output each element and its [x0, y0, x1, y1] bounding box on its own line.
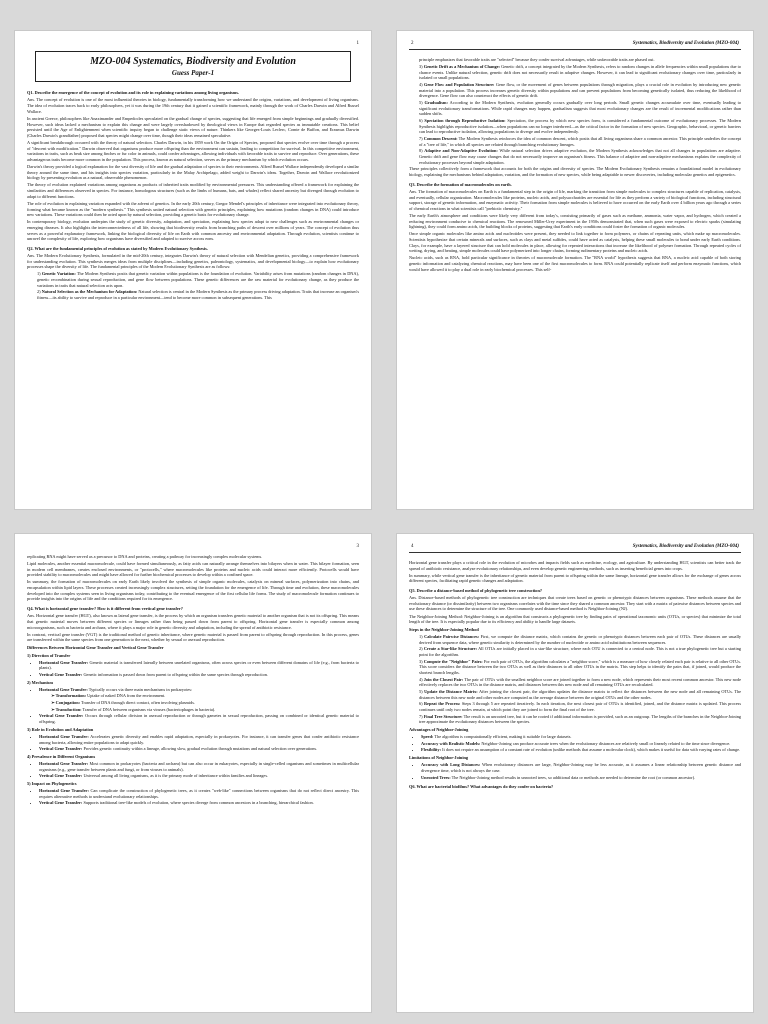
list-item — [421, 762, 741, 773]
bullet-heading: Accuracy with Long Distances: — [421, 762, 481, 768]
bullet-heading: ➢ Transduction: — [51, 706, 82, 712]
bullet-heading: Vertical Gene Transfer: — [39, 672, 83, 678]
paragraph: A significant breakthrough occurred with the theory of natural selection. Charles Darwin, in his 1859 work On the Origin of Species, proposed that species evolve over time through a process of "descent with modification." Darwin observed that organisms produce more offspring than the environment can sustain, leading to competition for survival. In this competitive environment, variations in traits, such as beak size among finches or fur color in animals, could confer advantages, allowing individuals with favorable traits to survive and reproduce. Over generations, these advantageous traits become more common in the population. This process, known as natural selection, serves as the primary mechanism by which evolution occurs. — [27, 139, 359, 162]
header-rule — [409, 552, 741, 553]
question: Q5. Describe a distance-based method of phylogenetic tree construction? — [409, 588, 542, 594]
paragraph: In ancient Greece, philosophers like Anaximander and Empedocles speculated on the gradual change of species, suggesting that life emerged from simple beginnings and gradually diversified. However, such ideas lacked a mechanism to explain this change and were largely overshadowed by theological views in Europe that regarded species as immutable creations. This belief persisted until the Age of Enlightenment when scientific inquiry began to challenge static views of nature. Thinkers like Georges-Louis Leclerc, Comte de Buffon, and Erasmus Darwin (Charles Darwin's grandfather) proposed that species might change over time, though their ideas remained speculative. — [27, 115, 359, 138]
page-number: 3 — [356, 544, 359, 549]
list-item — [39, 687, 359, 693]
bullet-text: When evolutionary distances are large, Neighbor-Joining may be less accurate, as it assumes a linear relationship between genetic distance and divergence time, which is not always the case. — [421, 762, 741, 773]
list-item — [419, 82, 741, 99]
comparison-section — [27, 754, 359, 779]
section-heading: Steps in the Neighbor-Joining Method — [409, 626, 479, 632]
paragraph: In contemporary biology, evolution underpins the study of genetic diversity, adaptation, and speciation, explaining how species adapt to new challenges such as environmental changes or emerging diseases. It also highlights the interconnectedness of all life, showing that biodiversity results from branching paths of descent over millions of years. The concept of evolution thus serves as a powerful explanatory framework, linking the biological diversity of life on Earth with common ancestry and environmental adaptation. Through evolution, scientists continue to unravel the complexity of life, exploring how organisms have diversified and adapted to survive across eons. — [27, 219, 359, 242]
item-heading: Calculate Pairwise Distances: — [424, 633, 480, 639]
item-text: Speciation, the process by which new species form, is considered a fundamental outcome of evolutionary processes. The Modern Synthesis highlights reproductive isolation—when populations can no longer interbreed—as the critical factor in the formation of new species. Geographic, behavioral, or genetic barriers can lead to reproductive isolation, allowing populations to diverge and evolve independently. — [419, 118, 742, 135]
sub-list-item — [39, 693, 359, 699]
paragraph: Nucleic acids, such as RNA, hold particular significance in theories of macromolecule formation. The "RNA world" hypothesis suggests that RNA, a nucleic acid capable of both storing genetic information and catalyzing chemical reactions, may have been one of the first macromolecules to form. RNA could potentially replicate itself and perform enzymatic functions, which would have allowed it to play a dual role in early biochemical processes. This self- — [409, 255, 741, 272]
list-item — [39, 773, 359, 779]
bullet-heading: Vertical Gene Transfer: — [39, 746, 83, 752]
item-text: The pair of OTUs with the smallest neighbor score are joined together to form a new node, which represents their most recent common ancestor. This new node effectively replaces the two OTUs in the distance matrix, and distances between this new node and all remaining OTUs are recalculated. — [419, 676, 742, 688]
item-text: Gene flow, or the movement of genes between populations through migration, plays a crucial role in evolution by introducing new genetic material into a population. This process increases genetic diversity within populations and can prevent populations from becoming genetically isolated, thus reducing the likelihood of divergence. Gene flow can also counteract the effects of genetic drift. — [419, 82, 741, 99]
answer-paragraph: Ans. Distance-based methods of phylogenetic tree construction are techniques that create trees based on genetic or phenotypic distances between organisms. These methods assume that the evolutionary distance (or dissimilarity) between two organisms correlates with the time since they shared a common ancestor. They start with a matrix of pairwise distances between species and use these distances to determine the structure of the tree. One commonly used distance-based method is Neighbor-Joining (NJ). — [409, 595, 741, 612]
document-page-2 — [396, 30, 754, 510]
bullet-heading: ➢ Conjugation: — [51, 700, 81, 706]
item-number: 2) — [419, 646, 423, 652]
section-heading: Advantages of Neighbor-Joining — [409, 727, 469, 733]
item-heading: Adaptive and Non-Adaptive Evolution: — [424, 148, 498, 154]
list-item — [39, 746, 359, 752]
bullet-heading: Horizontal Gene Transfer: — [39, 788, 89, 794]
item-number: 3) — [419, 658, 423, 664]
bullet-heading: Flexibility: — [421, 747, 442, 753]
list-item — [419, 714, 741, 725]
list-item — [39, 734, 359, 745]
bullet-heading: Horizontal Gene Transfer: — [39, 733, 89, 739]
list-item — [39, 800, 359, 806]
bullet-text: Typically occurs via three main mechanisms in prokaryotes: — [88, 686, 193, 692]
list-item — [39, 672, 359, 678]
item-heading: Genetic Drift as a Mechanism of Change: — [423, 64, 500, 70]
item-heading: Common Descent: — [423, 136, 458, 142]
item-text: The Modern Synthesis posits that genetic variation within populations is the foundation of evolution. Variability arises from mutations (random changes in DNA), genetic recombination during sexual reproduction, and gene flow between populations. These genetic differences are the raw material for evolutionary change, as they produce the variations in traits that natural selection acts upon. — [37, 271, 360, 288]
item-heading: Direction of Transfer — [31, 652, 71, 658]
bullet-heading: Vertical Gene Transfer: — [39, 713, 84, 719]
item-text: Genetic drift, a concept integrated by the Modern Synthesis, refers to random changes in allele frequencies within small populations due to chance events. Unlike natural selection, genetic drift does not necessarily result in adaptive changes. However, it can lead to significant evolutionary changes over time, particularly in isolated or small populations. — [419, 64, 742, 81]
item-number: 4) — [27, 753, 31, 759]
answer-paragraph: Ans. Horizontal gene transfer (HGT), also known as lateral gene transfer, is the process by which an organism transfers genetic material to another organism that is not its offspring. This means that genetic material moves between different species or lineages rather than being passed down from parent to offspring. Horizontal gene transfer is especially common among microorganisms, such as bacteria and archaea, where it plays a major role in genetic diversity and adaptation, including the spread of antibiotic resistance. — [27, 613, 359, 630]
running-head: Systematics, Biodiversity and Evolution (MZO-004) — [632, 544, 739, 549]
bullet-heading: Horizontal Gene Transfer: — [39, 659, 89, 665]
item-heading: Compute the "Neighbor" Pairs: — [423, 658, 483, 664]
running-head: Systematics, Biodiversity and Evolution (MZO-004) — [632, 41, 739, 46]
sub-list-item — [39, 700, 359, 706]
page-number: 1 — [356, 41, 359, 46]
bullet-text: Can complicate the construction of phylogenetic trees, as it creates "web-like" connections between organisms that do not reflect direct ancestry. This requires alternative methods to understand evolutionary relationships. — [39, 788, 360, 799]
list-item — [39, 713, 359, 724]
item-text: The Modern Synthesis reinforces the idea of common descent, which posits that all living organisms share a common ancestor. This principle underlies the concept of a "tree of life," in which all species are related through branching evolutionary lineages. — [419, 136, 741, 147]
paragraph: Once simple organic molecules like amino acids and nucleotides were present, they needed to link together to form polymers, or chains of repeating units, which make up macromolecules. Scientists hypothesize that certain minerals and surfaces, such as clays and metal sulfides, could have acted as catalysts, helping these small molecules to bond under early Earth conditions. Clays, for example, have a layered structure that can hold molecules in place, allowing for repeated interactions that increase the likelihood of polymer formation. Through repeated cycles of wetting, drying, and heating, simple molecules could have polymerized into longer chains, forming rudimentary proteins and nucleic acids. — [409, 231, 741, 254]
bullet-heading: Vertical Gene Transfer: — [39, 800, 83, 806]
list-item — [39, 788, 359, 799]
bullet-text: Genetic information is passed down from parent to offspring within the same species through reproduction. — [83, 672, 268, 678]
document-page-4 — [396, 533, 754, 1013]
item-heading: Repeat the Process: — [423, 701, 461, 707]
paragraph: Darwin's theory provided a logical explanation for the vast diversity of life and the gradual adaptation of species to their environments. Alfred Russel Wallace independently developed a similar theory around the same time, and his insights into species variation, particularly in the Malay Archipelago, added weight to Darwin's ideas. Together, Darwin and Wallace revolutionized biology by presenting evolution as a natural, observable phenomenon. — [27, 164, 359, 181]
list-item — [37, 271, 359, 288]
paragraph: The role of evolution in explaining variation expanded with the advent of genetics. In the early 20th century, Gregor Mendel's principles of inheritance were integrated into evolutionary theory, forming what became known as the "modern synthesis." This synthesis united natural selection with genetic principles, explaining how mutations (random changes in DNA) could introduce new variations. These variations could then be acted upon by natural selection, providing a genetic basis for evolutionary change. — [27, 200, 359, 218]
item-heading: Final Tree Structure: — [423, 713, 463, 719]
list-item — [419, 634, 741, 645]
bullet-text: Transfer of DNA between organisms via viruses (bacteriophages in bacteria). — [82, 706, 216, 712]
list-item — [419, 701, 741, 712]
item-number: 5) — [419, 689, 423, 694]
paragraph: replicating RNA might have served as a precursor to DNA and proteins, creating a pathway for increasingly complex molecular systems. — [27, 554, 263, 559]
item-heading: Impact on Phylogenetics — [31, 780, 77, 786]
bullet-heading: ➢ Transformation: — [51, 693, 87, 699]
bullet-heading: Unrooted Trees: — [421, 774, 451, 780]
item-number: 6) — [419, 701, 423, 707]
page-number: 2 — [411, 41, 414, 46]
list-item — [419, 100, 741, 117]
list-item — [419, 148, 741, 165]
list-item — [421, 775, 741, 781]
question: Q3. Describe the formation of macromolecules on earth. — [409, 181, 512, 187]
paragraph: The Neighbor-Joining Method: Neighbor-Joining is an algorithm that constructs a phylogenetic tree by finding pairs of operational taxonomic units (OTUs, or species) that minimize the total length of the tree. It is especially popular due to its efficiency and ability to handle large datasets. — [409, 613, 741, 625]
item-heading: Role in Evolution and Adaptation — [31, 726, 94, 732]
bullet-text: The algorithm is computationally efficient, making it suitable for large datasets. — [434, 734, 572, 740]
list-item — [37, 289, 359, 300]
item-heading: Natural Selection as the Mechanism for Adaptation: — [41, 289, 138, 295]
item-number: 4) — [419, 676, 423, 682]
title-box — [35, 51, 351, 82]
item-number: 2) — [27, 679, 31, 685]
item-heading: Mechanism — [31, 679, 53, 685]
item-text: First, we compute the distance matrix, which contains the genetic or phenotypic distances between each pair of OTUs. These distances are usually derived from sequence data, where genetic similarity is determined by the number of nucleotide or amino acid substitutions between sequences. — [419, 633, 741, 645]
item-text: Steps 3 through 5 are repeated iteratively. In each iteration, the next closest pair of OTUs is identified, joined, and the distance matrix is updated. This process continues until only two nodes remain, at which point they are joined to form the final root of the tree. — [419, 701, 741, 713]
paragraph: The early Earth's atmosphere and conditions were likely very different from today's, consisting primarily of gases such as methane, ammonia, water vapor, and hydrogen, which created a reducing environment conducive to chemical reactions. The renowned Miller-Urey experiment in the 1950s demonstrated that, when such gases were exposed to electric sparks (simulating lightning), they could form amino acids, the building blocks of proteins, suggesting that Earth's early conditions could foster the formation of organic molecules. — [409, 212, 741, 230]
list-item — [421, 741, 741, 747]
list-item — [39, 660, 359, 671]
item-number: 1) — [27, 652, 31, 658]
document-subtitle: Guess Paper-1 — [171, 69, 215, 78]
question: Q2. What are the fundamental principles of evolution as stated by Modern Evolutionary Synthesis. — [27, 245, 208, 251]
comparison-section — [27, 680, 359, 725]
item-number: 8) — [419, 148, 423, 154]
item-heading: Prevalence in Different Organisms — [31, 753, 96, 759]
bullet-text: Uptake of naked DNA from the environment. — [87, 693, 166, 699]
bullet-heading: Vertical Gene Transfer: — [39, 773, 83, 779]
item-number: 5) — [419, 100, 423, 106]
item-heading: Speciation through Reproductive Isolation: — [424, 118, 506, 124]
section-heading: Differences Between Horizontal Gene Transfer and Vertical Gene Transfer — [27, 644, 164, 650]
item-number: 1) — [419, 633, 423, 639]
item-text: According to the Modern Synthesis, evolution generally occurs gradually over long periods. Small genetic changes accumulate over time, eventually leading to significant evolutionary transformations. While rapid changes may happen, gradualism suggests that most evolutionary changes are the result of incremental modifications rather than sudden shifts. — [419, 100, 741, 117]
paragraph: Horizontal gene transfer plays a critical role in the evolution of microbes and impacts fields such as medicine, ecology, and agriculture. By understanding HGT, scientists can better track the spread of antibiotic resistance, analyze evolutionary relationships, and even develop genetic engineering methods, such as inserting beneficial genes into crops. — [409, 560, 741, 571]
paragraph: principle emphasizes that favorable traits are "selected" because they confer survival advantages, while unfavorable traits are phased out. — [419, 57, 655, 62]
paragraph: In summary, the formation of macromolecules on early Earth likely involved the synthesis of simple organic molecules, catalysis on mineral surfaces, polymerization into chains, and encapsulation within lipid layers. These processes created increasingly complex structures, setting the foundation for the emergence of life. Through time and evolution, these macromolecules developed into the complex systems seen in living organisms today, contributing to the eventual emergence of the first cellular life forms. The study of macromolecule formation continues to provide insights into the origins of life and the conditions required for its emergence. — [27, 579, 359, 602]
document-title: MZO-004 Systematics, Biodiversity and Evolution — [90, 56, 296, 67]
item-number: 2) — [37, 289, 41, 295]
list-item — [419, 64, 741, 81]
question: Q6. What are bacterial biofilms? What advantages do they confer on bacteria? — [409, 784, 554, 790]
document-page-3 — [14, 533, 372, 1013]
bullet-heading: Speed: — [421, 734, 434, 740]
document-page-1 — [14, 30, 372, 510]
bullet-text: Genetic material is transferred laterally between unrelated organisms, often across species or even between different domains of life (e.g., from bacteria to plants). — [39, 659, 359, 671]
list-item — [419, 136, 741, 147]
list-item — [419, 689, 741, 700]
bullet-heading: Horizontal Gene Transfer: — [39, 686, 88, 692]
item-number: 1) — [37, 271, 41, 277]
item-heading: Update the Distance Matrix: — [424, 689, 478, 694]
bullet-text: Transfer of DNA through direct contact, often involving plasmids. — [81, 700, 195, 706]
item-text: All OTUs are initially placed in a star-like structure, where each OTU is connected to a central node. This is not a true phylogenetic tree but a starting point for the algorithm. — [419, 646, 741, 657]
item-heading: Join the Closest Pair: — [423, 676, 464, 682]
item-number: 7) — [419, 713, 423, 719]
bullet-heading: Horizontal Gene Transfer: — [39, 760, 89, 766]
comparison-section — [27, 781, 359, 806]
section-heading: Limitations of Neighbor-Joining — [409, 755, 469, 761]
item-number: 7) — [419, 136, 423, 142]
item-heading: Gradualism: — [424, 100, 448, 106]
item-number: 4) — [419, 82, 423, 88]
paragraph: Lipid molecules, another essential macromolecule, could have formed simultaneously, as fatty acids can naturally arrange themselves into bilayers when in water. This bilayer formation, seen in modern cell membranes, creates enclosed environments, or "protocells," where macromolecules like proteins and nucleic acids could interact more efficiently. Protocells would have provided stability to macromolecules and might have allowed for further biochemical processes to develop within a confined space. — [27, 561, 359, 578]
comparison-section — [27, 727, 359, 752]
item-heading: Create a Star-like Structure: — [423, 646, 478, 652]
list-item — [419, 659, 741, 676]
list-item — [421, 734, 741, 740]
item-text: While natural selection drives adaptive evolution, the Modern Synthesis acknowledges that not all changes in populations are adaptive. Genetic drift and gene flow may cause changes that do not necessarily improve an organism's fitness. This balance of adaptive and non-adaptive mechanisms explains the complexity of evolutionary processes beyond simple adaptation. — [419, 148, 741, 165]
comparison-section — [27, 653, 359, 678]
item-number: 3) — [419, 64, 423, 70]
list-item — [419, 646, 741, 657]
list-item — [419, 677, 741, 688]
header-rule — [409, 49, 741, 50]
page-number: 4 — [411, 544, 414, 549]
paragraph: In contrast, vertical gene transfer (VGT) is the traditional method of genetic inheritance, where genetic material is passed from parent to offspring through reproduction. In this process, genes are transferred within the same species from one generation to the next, whether by sexual or asexual reproduction. — [27, 631, 359, 643]
bullet-text: Neighbor-Joining can produce accurate trees when the evolutionary distances are relatively small or linearly related to the time since divergence. — [481, 740, 731, 746]
paragraph: The theory of evolution explained variations among organisms as products of inherited traits modified by environmental pressures. This understanding offered a framework for explaining the similarities and differences observed in species. For instance, homologous structures (such as the limbs of humans, bats, and whales) reflect shared ancestry but diverged through evolution to adapt to different functions. — [27, 182, 359, 199]
bullet-text: Provides genetic continuity within a lineage, allowing slow, gradual evolution through mutations and natural selection over generations. — [83, 746, 318, 752]
item-text: After joining the closest pair, the algorithm updates the distance matrix to reflect the distances between the new node and all remaining OTUs. The distances between this new node and other nodes are computed as the average distance between the original OTUs and the other nodes. — [419, 689, 742, 700]
item-text: For each pair of OTUs, the algorithm calculates a "neighbor score," which is a measure of how closely related each pair is relative to all other OTUs. This score considers the distance between the two OTUs as well as their distances to all other OTUs in the matrix. This step helps to identify the pairs that, if joined, would produce the shortest branch lengths. — [419, 658, 741, 675]
bullet-text: Universal among all living organisms, as it is the primary mode of inheritance within families and lineages. — [83, 773, 269, 779]
item-text: Natural selection is central in the Modern Synthesis as the primary process driving adaptation. Traits that increase an organism's fitness—its ability to survive and reproduce in a particular environment—tend to become more common in subsequent generations. This — [37, 289, 359, 301]
list-item — [39, 761, 359, 772]
bullet-heading: Accuracy with Realistic Models: — [421, 740, 481, 746]
item-heading: Genetic Variation: — [41, 271, 76, 277]
paragraph: In summary, while vertical gene transfer is the inheritance of genetic material from parent to offspring within the same lineage, horizontal gene transfer allows for the exchange of genes across different species, facilitating rapid genetic changes and adaptation. — [409, 572, 741, 584]
answer-paragraph: Ans. The formation of macromolecules on Earth is a fundamental step in the origin of life, marking the transition from simple molecules to complex structures capable of replication, catalysis, and eventually, cellular organization. Macromolecules like proteins, nucleic acids, and polysaccharides are essential for life as they perform a variety of biological functions, including structural support, storage of genetic information, and enzymatic activity. Their formation from simple molecules is believed to have occurred on the early Earth over 4 billion years ago through a series of chemical reactions in what scientists call "prebiotic chemistry." — [409, 188, 741, 211]
item-number: 6) — [419, 118, 423, 124]
item-number: 5) — [27, 780, 31, 786]
bullet-text: Occurs through cellular division in asexual reproduction or through gametes in sexual reproduction, passing on combined or identical genetic material to offspring. — [39, 713, 359, 725]
bullet-text: Most common in prokaryotes (bacteria and archaea) but can also occur in eukaryotes, especially in single-celled organisms and sometimes in multicellular organisms (e.g., gene transfer between plants and fungi, or from viruses to animals). — [39, 760, 359, 772]
bullet-text: It does not require an assumption of a constant rate of evolution (unlike methods that assume a molecular clock), which makes it useful for data with varying rates of change. — [442, 747, 741, 753]
bullet-text: Supports traditional tree-like models of evolution, where species diverge from common ancestors in a branching, hierarchical fashion. — [83, 800, 314, 806]
sub-list-item — [39, 707, 359, 713]
bullet-text: Accelerates genetic diversity and enables rapid adaptation, especially in prokaryotes. For instance, it can transfer genes that confer antibiotic resistance among bacteria, allowing entire populations to adapt quickly. — [39, 733, 359, 745]
answer-paragraph: Ans. The concept of evolution is one of the most influential theories in biology, fundamentally transforming how we understand the origins, variations, and development of living organisms. The idea of evolution traces back to early philosophers, yet it was during the 19th century that it gained a scientific framework, mainly through the work of Charles Darwin and Alfred Russel Wallace. — [27, 97, 359, 114]
answer-paragraph: Ans. The Modern Evolutionary Synthesis, formulated in the mid-20th century, integrates Darwin's theory of natural selection with Mendelian genetics, providing a comprehensive framework for understanding evolution. This synthesis merges ideas from multiple disciplines—including genetics, paleontology, systematics, and developmental biology—to explain how evolutionary processes shape the diversity of life. The fundamental principles of the Modern Evolutionary Synthesis are as follows: — [27, 253, 359, 270]
question: Q1. Describe the emergence of the concept of evolution and its role in explaining variations among living organisms. — [27, 90, 240, 96]
question: Q4. What is horizontal gene transfer? How is it different from vertical gene transfer? — [27, 606, 183, 612]
item-heading: Gene Flow and Population Structure: — [424, 82, 495, 88]
item-number: 3) — [27, 726, 31, 732]
paragraph: These principles collectively form a framework that accounts for both the origins and diversity of species. The Modern Evolutionary Synthesis remains a foundational model in evolutionary biology, explaining the mechanisms behind adaptation, variation, and the formation of new species, while being adaptable to newer discoveries, including molecular genetics and epigenetics. — [409, 166, 741, 178]
bullet-text: The Neighbor-Joining method results in unrooted trees, so additional data or methods are needed to determine the root (or common ancestor). — [451, 774, 696, 780]
item-text: The result is an unrooted tree, but it can be rooted if additional information is provided, such as an outgroup. The lengths of the branches in the Neighbor-Joining tree approximate the evolutionary distances between the species. — [419, 713, 742, 725]
list-item — [419, 118, 741, 135]
list-item — [421, 747, 741, 753]
